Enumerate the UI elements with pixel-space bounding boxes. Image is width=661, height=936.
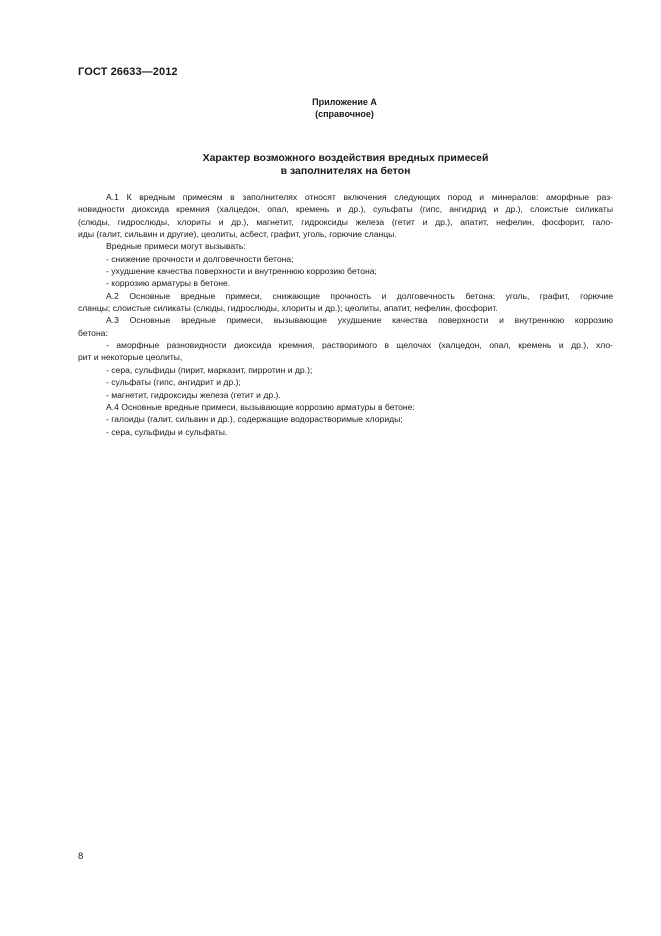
- text-line: (слюды, гидрослюды, хлориты и др.), магнетит, гидроксиды железа (гетит и др.), апатит, нефелин, фосфорит, гало-: [78, 216, 613, 227]
- appendix-heading: [0, 96, 661, 120]
- page-number: 8: [78, 851, 84, 862]
- list-item: [78, 253, 613, 265]
- text-line: - ухудшение качества поверхности и внутреннюю коррозию бетона;: [106, 266, 377, 277]
- list-item: [78, 389, 613, 401]
- text-line: бетона:: [78, 327, 108, 338]
- text-line: А.2 Основные вредные примеси, снижающие прочность и долговечность бетона: уголь, графит, горючие: [106, 290, 613, 301]
- text-line: А.1 К вредным примесям в заполнителях относят включения следующих пород и минералов: аморфные раз-: [106, 192, 613, 202]
- text-line: - коррозию арматуры в бетоне.: [106, 278, 231, 289]
- section-title-line-1: Характер возможного воздействия вредных примесей: [202, 152, 489, 164]
- section-title-line-2: в заполнителях на бетон: [280, 165, 411, 177]
- list-item: [78, 364, 613, 376]
- list-item: [78, 339, 613, 364]
- body-text: [78, 191, 613, 438]
- text-line: сланцы; слоистые силикаты (слюды, гидрослюды, хлориты и др.); цеолиты, апатит, нефелин, фосфорит.: [78, 303, 498, 314]
- text-line: - аморфные разновидности диоксида кремния, растворимого в щелочах (халцедон, опал, кремень и др.), хло-: [106, 340, 613, 351]
- appendix-type: (справочное): [315, 109, 374, 119]
- text-line: - магнетит, гидроксиды железа (гетит и др.).: [106, 389, 281, 400]
- text-line: - сера, сульфиды (пирит, марказит, пирротин и др.);: [106, 364, 313, 375]
- paragraph-a3: [78, 314, 613, 339]
- list-item: [78, 426, 613, 438]
- paragraph-a1: [78, 191, 613, 240]
- text-line: новидности диоксида кремния (халцедон, опал, кремень и др.), сульфаты (гипс, ангидрид и др.), слоистые силикаты: [78, 204, 613, 215]
- list-item: [78, 413, 613, 425]
- list-item: [78, 277, 613, 289]
- text-line: - снижение прочности и долговечности бетона;: [106, 253, 294, 264]
- paragraph-a2: [78, 290, 613, 315]
- paragraph-a4: [78, 401, 613, 413]
- list-item: [78, 376, 613, 388]
- text-line: - сера, сульфиды и сульфаты.: [106, 426, 228, 437]
- standard-header: ГОСТ 26633—2012: [78, 66, 178, 78]
- paragraph-may-cause: [78, 240, 613, 252]
- text-line: иды (галит, сильвин и другие), цеолиты, асбест, графит, уголь, горючие сланцы.: [78, 229, 397, 240]
- text-line: Вредные примеси могут вызывать:: [106, 241, 246, 252]
- text-line: А.3 Основные вредные примеси, вызывающие ухудшение качества поверхности и внутреннюю коррозию: [106, 315, 613, 326]
- text-line: рит и некоторые цеолиты,: [78, 352, 183, 363]
- text-line: - сульфаты (гипс, ангидрит и др.);: [106, 377, 241, 388]
- section-title: [0, 152, 661, 178]
- text-line: А.4 Основные вредные примеси, вызывающие коррозию арматуры в бетоне:: [106, 401, 415, 412]
- appendix-label: Приложение А: [312, 97, 377, 107]
- list-item: [78, 265, 613, 277]
- text-line: - галоиды (галит, сильвин и др.), содержащие водорастворимые хлориды;: [106, 414, 403, 425]
